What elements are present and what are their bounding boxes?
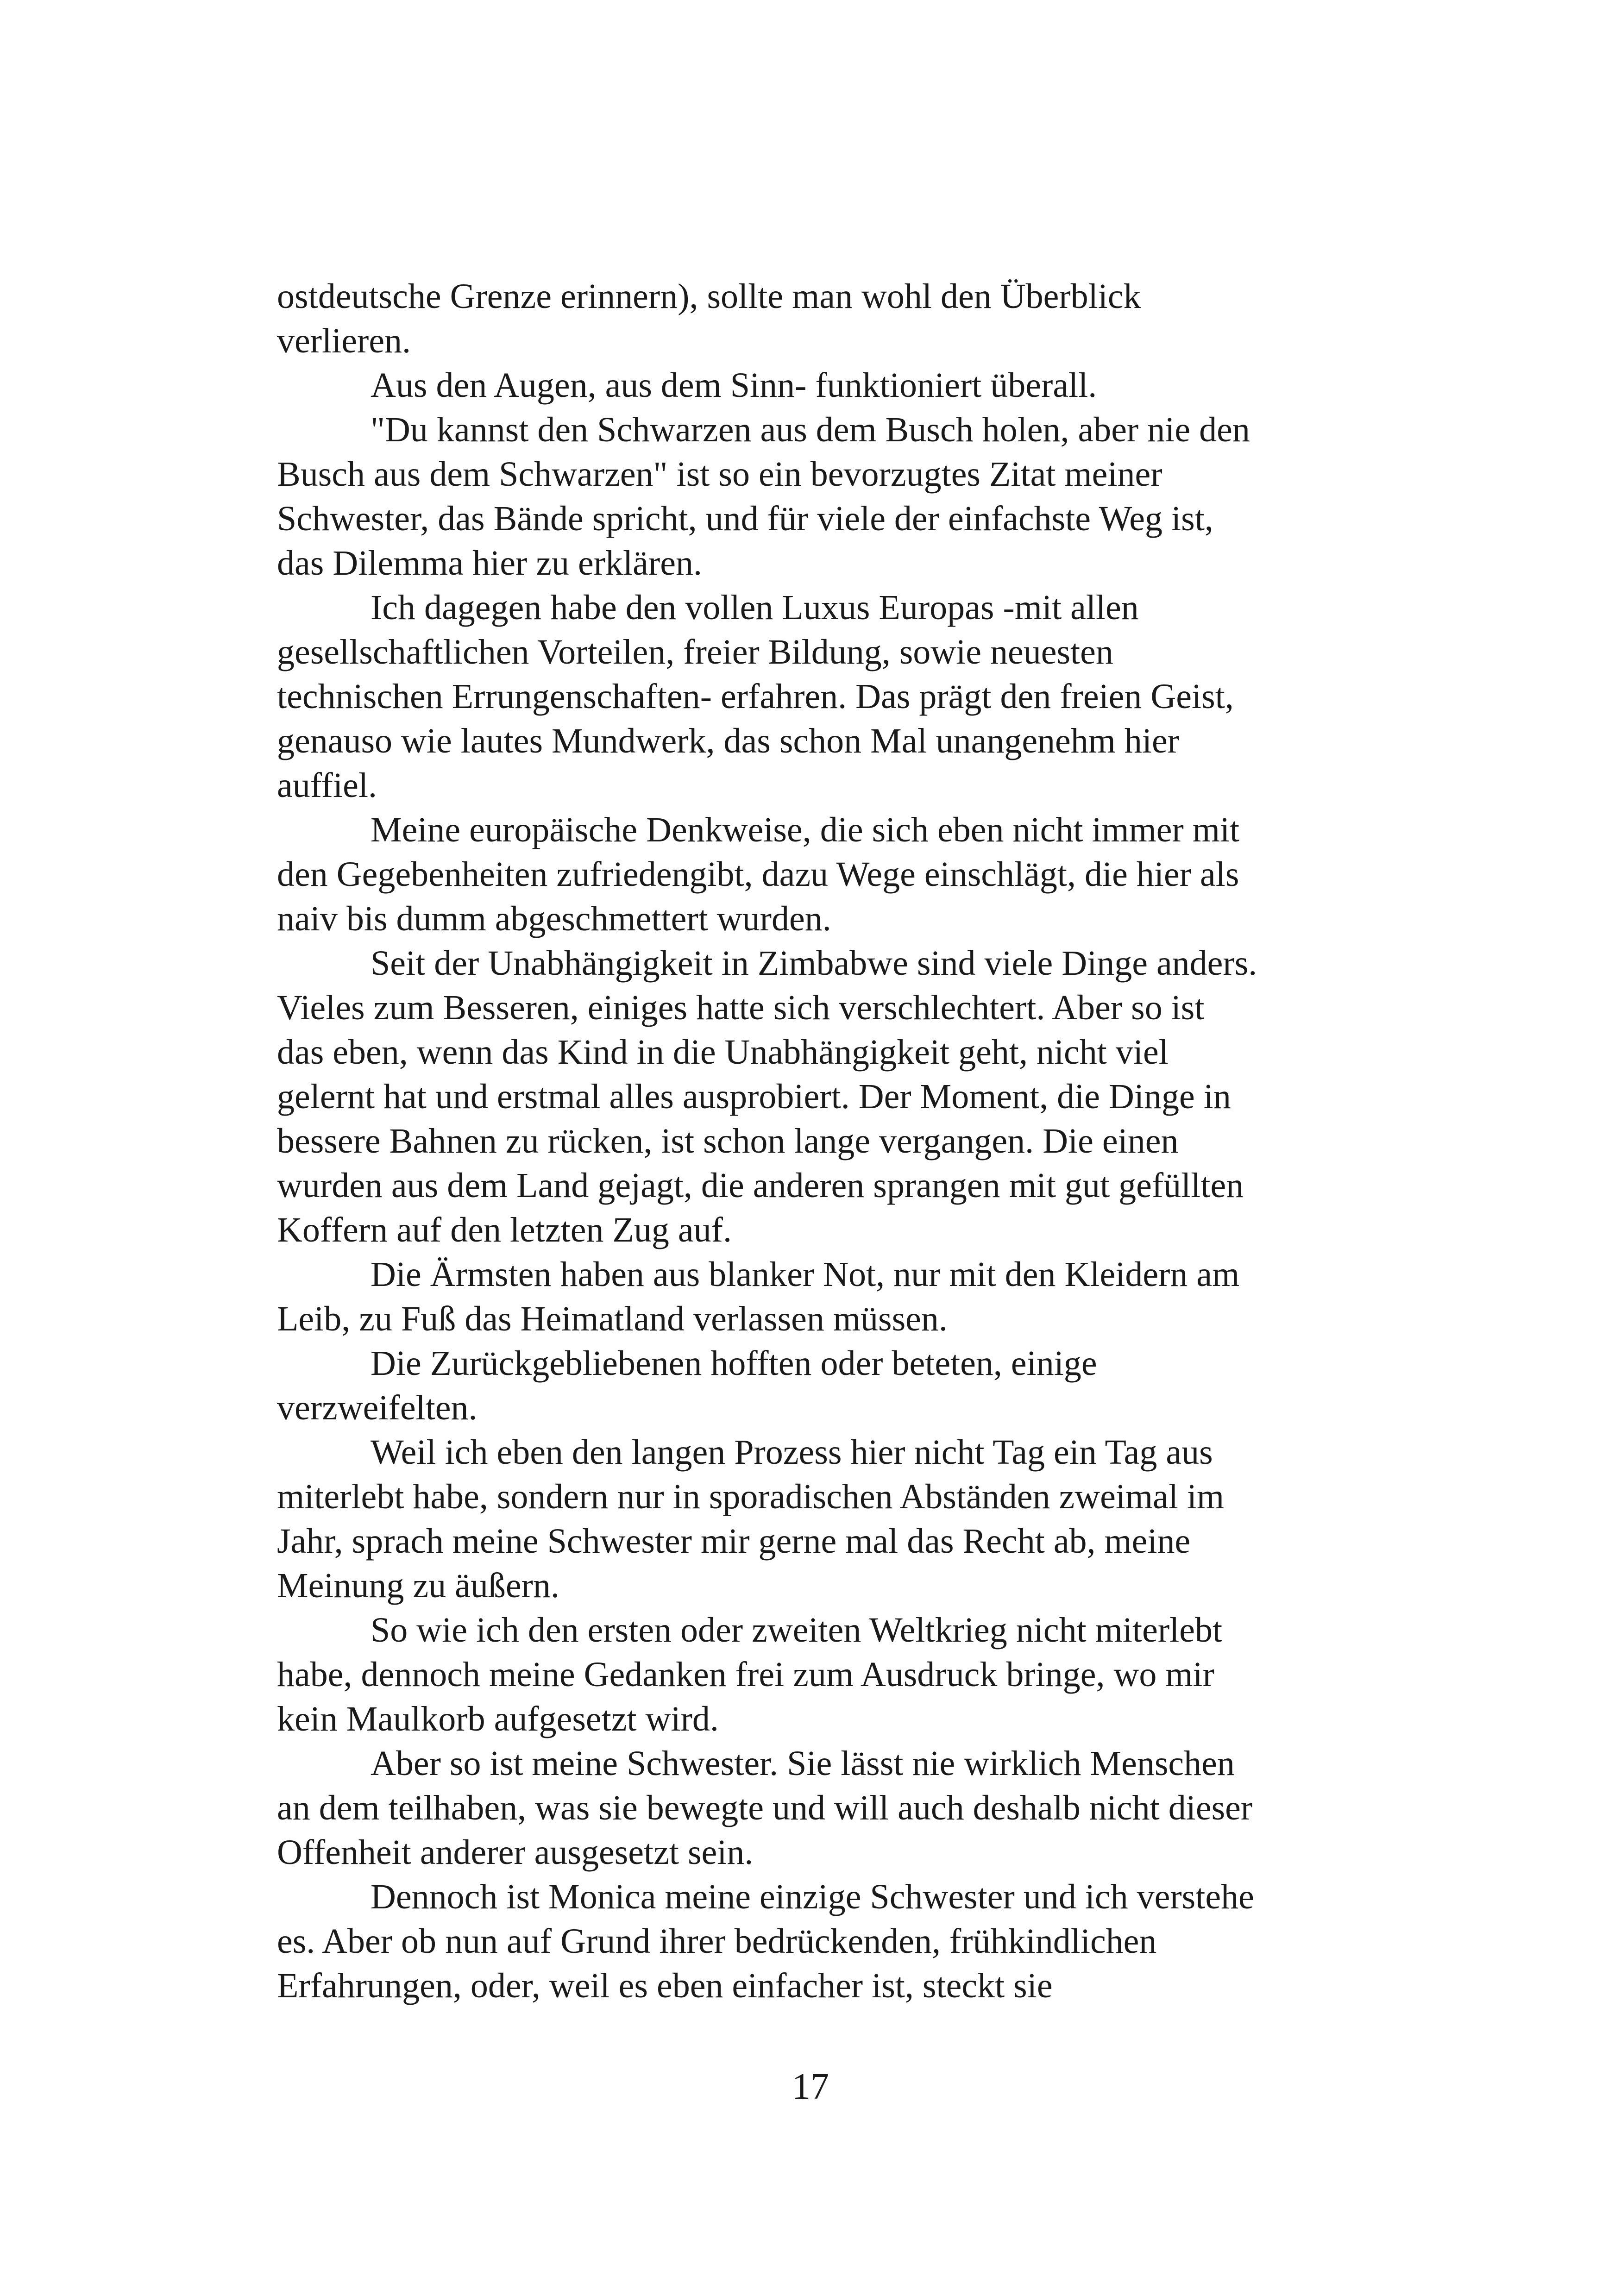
text-line: es. Aber ob nun auf Grund ihrer bedrückenden, frühkindlichen — [277, 1922, 1157, 1961]
text-line: kein Maulkorb aufgesetzt wird. — [277, 1700, 719, 1738]
text-line: Die Zurückgebliebenen hofften oder beteten, einige — [371, 1344, 1097, 1383]
text-line: Offenheit anderer ausgesetzt sein. — [277, 1833, 754, 1872]
page-number: 17 — [792, 2066, 829, 2107]
text-line: Aber so ist meine Schwester. Sie lässt nie wirklich Menschen — [371, 1744, 1235, 1783]
text-line: Die Ärmsten haben aus blanker Not, nur mit den Kleidern am — [371, 1255, 1240, 1294]
text-line: Leib, zu Fuß das Heimatland verlassen müssen. — [277, 1299, 948, 1338]
text-line: Jahr, sprach meine Schwester mir gerne mal das Recht ab, meine — [277, 1522, 1191, 1561]
text-line: verzweifelten. — [277, 1388, 478, 1427]
body-text — [277, 274, 1351, 2008]
text-line: Weil ich eben den langen Prozess hier nicht Tag ein Tag aus — [371, 1433, 1213, 1472]
text-line: an dem teilhaben, was sie bewegte und will auch deshalb nicht dieser — [277, 1788, 1253, 1827]
text-line: auffiel. — [277, 766, 377, 805]
text-line: gelernt hat und erstmal alles ausprobiert. Der Moment, die Dinge in — [277, 1077, 1231, 1116]
text-line: gesellschaftlichen Vorteilen, freier Bildung, sowie neuesten — [277, 633, 1113, 671]
text-line: Erfahrungen, oder, weil es eben einfacher ist, steckt sie — [277, 1966, 1053, 2005]
text-line: technischen Errungenschaften- erfahren. Das prägt den freien Geist, — [277, 677, 1234, 716]
text-line: Meine europäische Denkweise, die sich eben nicht immer mit — [371, 810, 1240, 849]
text-line: miterlebt habe, sondern nur in sporadischen Abständen zweimal im — [277, 1477, 1225, 1516]
text-line: Vieles zum Besseren, einiges hatte sich verschlechtert. Aber so ist — [277, 988, 1205, 1027]
text-line: Koffern auf den letzten Zug auf. — [277, 1211, 732, 1249]
text-line: wurden aus dem Land gejagt, die anderen sprangen mit gut gefüllten — [277, 1166, 1244, 1205]
text-line: genauso wie lautes Mundwerk, das schon Mal unangenehm hier — [277, 721, 1180, 760]
text-line: Ich dagegen habe den vollen Luxus Europas -mit allen — [371, 588, 1139, 627]
text-line: das Dilemma hier zu erklären. — [277, 544, 702, 583]
text-line: Schwester, das Bände spricht, und für viele der einfachste Weg ist, — [277, 499, 1213, 538]
text-line: Seit der Unabhängigkeit in Zimbabwe sind viele Dinge anders. — [371, 944, 1257, 983]
text-line: Busch aus dem Schwarzen" ist so ein bevorzugtes Zitat meiner — [277, 455, 1162, 494]
text-line: verlieren. — [277, 321, 411, 360]
text-line: den Gegebenheiten zufriedengibt, dazu Wege einschlägt, die hier als — [277, 855, 1239, 894]
text-line: naiv bis dumm abgeschmettert wurden. — [277, 899, 831, 938]
text-line: das eben, wenn das Kind in die Unabhängigkeit geht, nicht viel — [277, 1033, 1169, 1072]
text-line: "Du kannst den Schwarzen aus dem Busch holen, aber nie den — [371, 410, 1250, 449]
text-line: So wie ich den ersten oder zweiten Weltkrieg nicht miterlebt — [371, 1611, 1223, 1650]
text-line: Meinung zu äußern. — [277, 1566, 559, 1605]
text-line: bessere Bahnen zu rücken, ist schon lange vergangen. Die einen — [277, 1122, 1179, 1161]
text-line: Aus den Augen, aus dem Sinn- funktioniert überall. — [371, 366, 1097, 405]
text-line: habe, dennoch meine Gedanken frei zum Ausdruck bringe, wo mir — [277, 1655, 1214, 1694]
text-line: ostdeutsche Grenze erinnern), sollte man wohl den Überblick — [277, 277, 1141, 316]
text-line: Dennoch ist Monica meine einzige Schwester und ich verstehe — [371, 1877, 1254, 1916]
